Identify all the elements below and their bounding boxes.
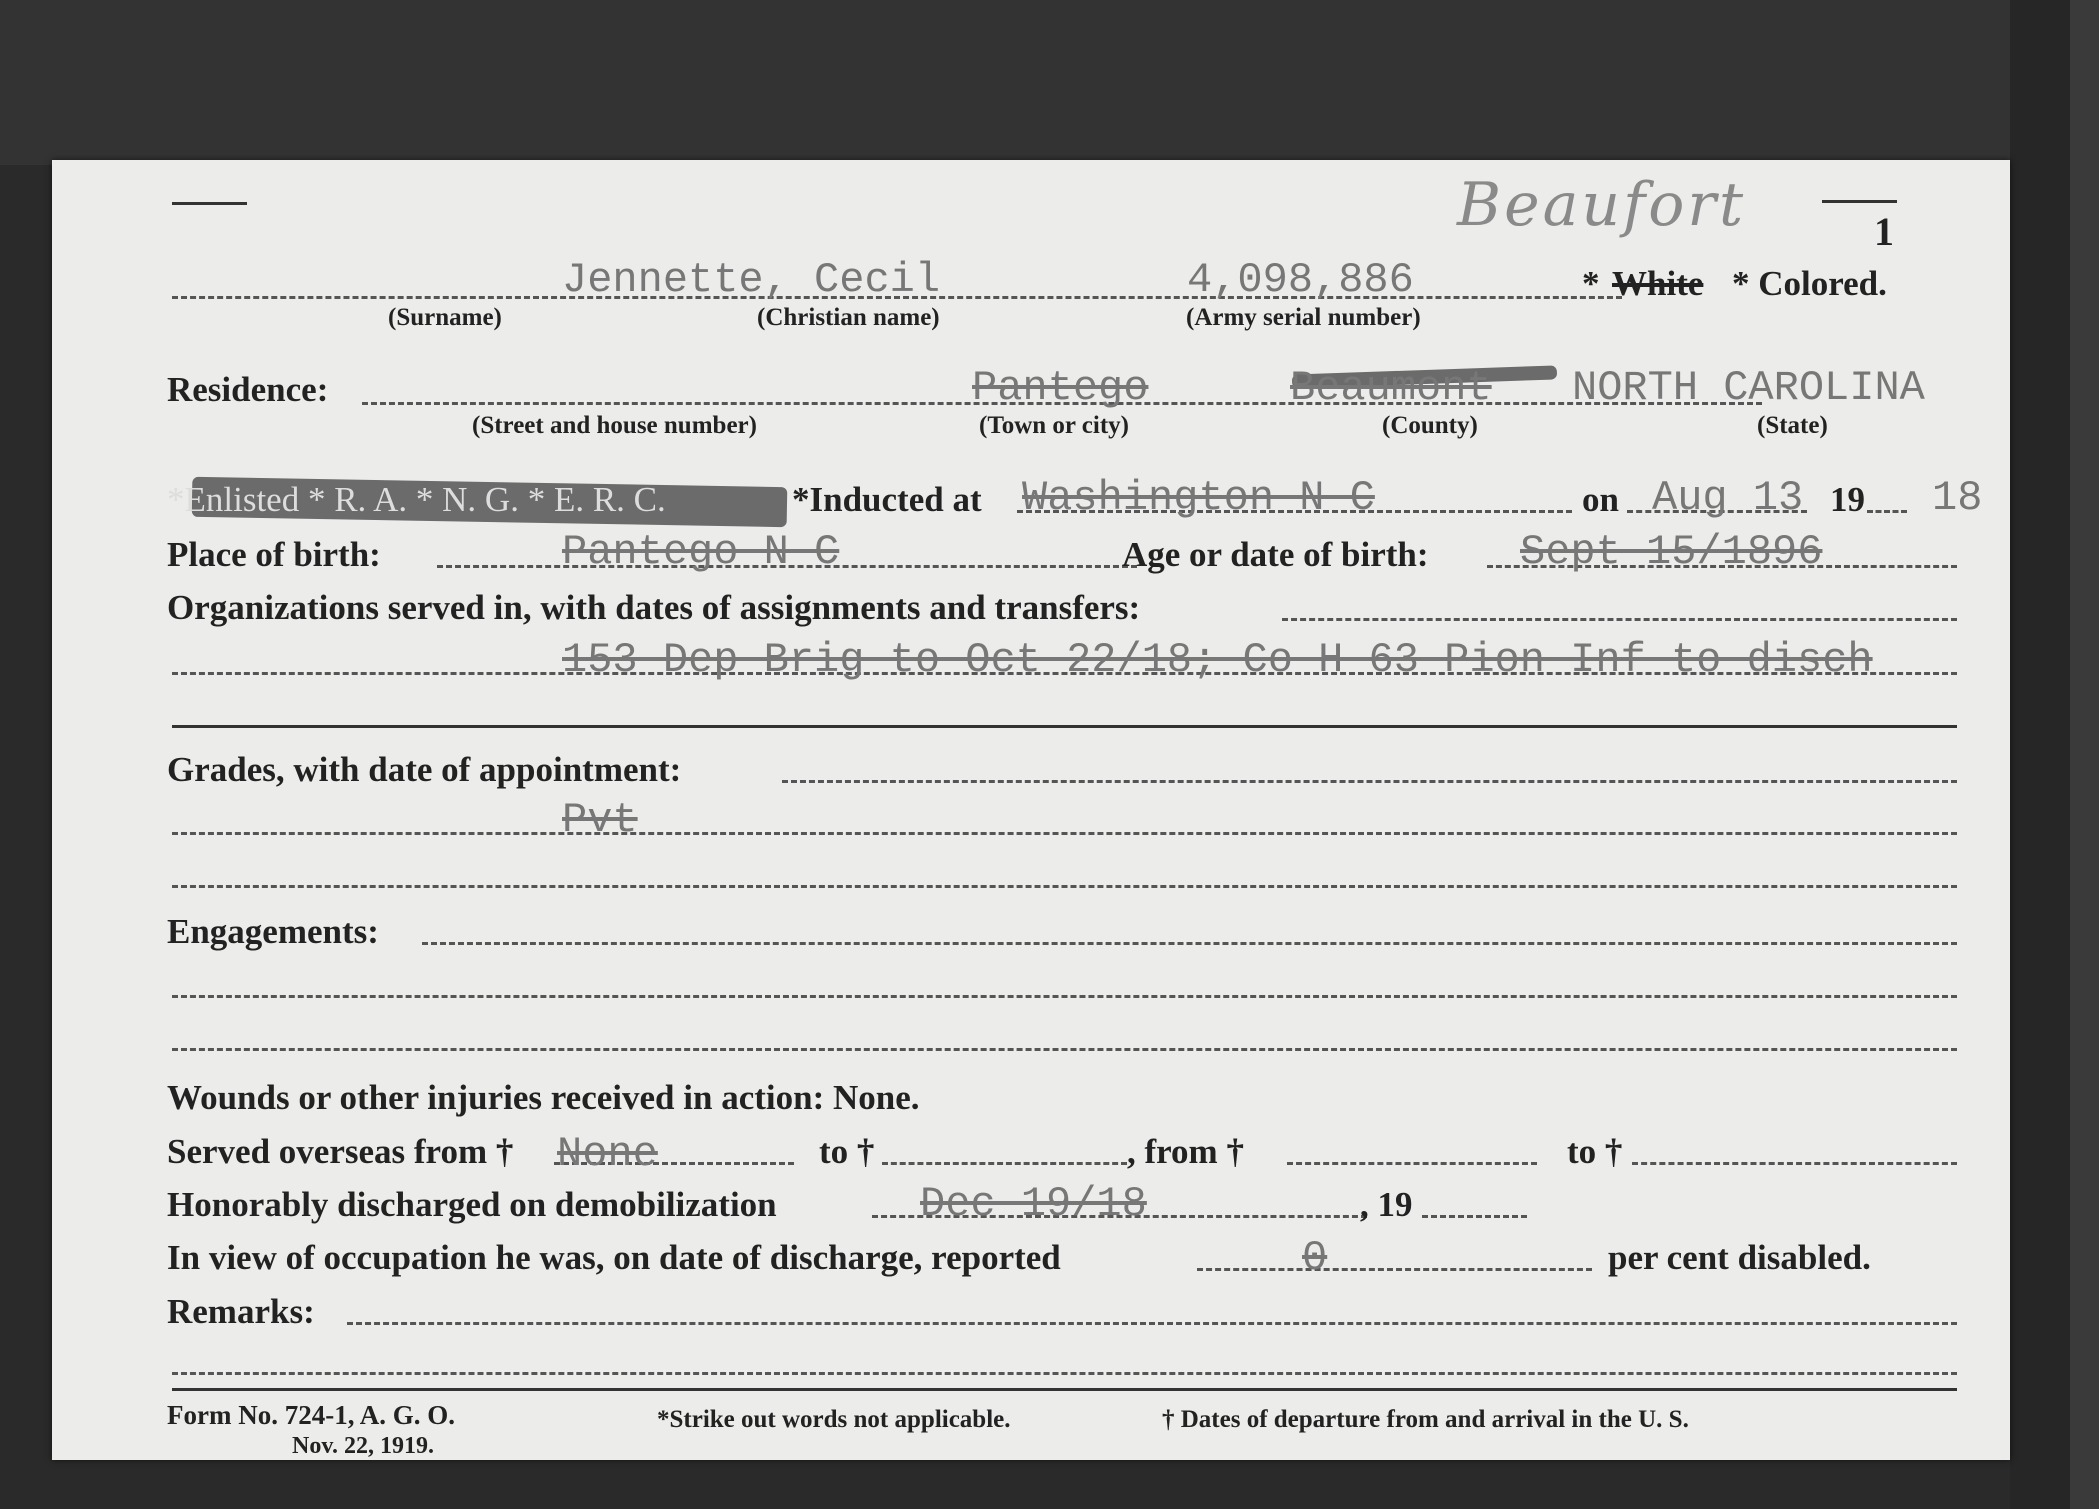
- engagements-line-2: [172, 995, 1957, 998]
- overseas-label: Served overseas from †: [167, 1132, 514, 1171]
- engagements-label: Engagements:: [167, 912, 379, 951]
- caption-serial: (Army serial number): [1186, 304, 1421, 331]
- nineteen-label: 19: [1830, 480, 1865, 519]
- scan-background-top: [0, 0, 2099, 165]
- overseas-from-label-2: , from †: [1127, 1132, 1244, 1171]
- name-value: Jennette, Cecil: [562, 256, 941, 304]
- state-value: NORTH CAROLINA: [1572, 364, 1925, 412]
- town-value: Pantego: [972, 364, 1149, 412]
- organizations-value: 153 Dep Brig to Oct 22/18; Co H 63 Pion Inf to disch: [562, 636, 1873, 684]
- corner-mark-left: [172, 202, 247, 205]
- overseas-to-line: [882, 1162, 1127, 1165]
- discharge-year-line: [1422, 1215, 1527, 1218]
- scan-background-edge: [2070, 0, 2099, 1509]
- caption-christian-name: (Christian name): [757, 304, 940, 331]
- engagements-line-1: [422, 942, 1957, 945]
- grades-line-1: [782, 780, 1957, 783]
- caption-surname: (Surname): [388, 304, 502, 331]
- place-of-birth-label: Place of birth:: [167, 535, 381, 574]
- overseas-to-label: to †: [819, 1132, 875, 1171]
- inducted-year-value: 18: [1932, 474, 1983, 522]
- overseas-from-line-2: [1287, 1162, 1537, 1165]
- discharge-date-value: Dec 19/18: [920, 1180, 1147, 1228]
- enlisted-options: *Enlisted * R. A. * N. G. * E. R. C.: [167, 480, 666, 519]
- strike-note: *Strike out words not applicable.: [657, 1406, 1011, 1433]
- grade-value: Pvt: [562, 796, 638, 844]
- age-label: Age or date of birth:: [1122, 535, 1429, 574]
- on-label: on: [1582, 480, 1619, 519]
- remarks-label: Remarks:: [167, 1292, 315, 1331]
- organizations-line-3: [172, 725, 1957, 728]
- race-white: White: [1612, 264, 1704, 303]
- inducted-year-line: [1867, 510, 1907, 513]
- form-number: Form No. 724-1, A. G. O.: [167, 1400, 455, 1430]
- county-value: Beaumont: [1290, 364, 1492, 412]
- enlisted-options-text: Enlisted * R. A. * N. G. * E. R. C.: [184, 480, 666, 519]
- caption-county: (County): [1382, 412, 1478, 439]
- place-of-birth-value: Pantego N C: [562, 528, 840, 576]
- birth-date-value: Sept 15/1896: [1520, 528, 1823, 576]
- race-colored-label: Colored.: [1758, 264, 1887, 303]
- card-number: 1: [1874, 209, 1894, 254]
- disabled-percent-value: 0: [1302, 1234, 1328, 1282]
- inducted-place-value: Washington N C: [1022, 474, 1375, 522]
- disabled-percent-line: [1197, 1268, 1592, 1271]
- race-asterisk-white: *: [1582, 264, 1600, 303]
- race-colored: * Colored.: [1732, 264, 1887, 303]
- organizations-line-1: [1282, 618, 1957, 621]
- footer-rule: [172, 1388, 1957, 1391]
- dagger-note: † Dates of departure from and arrival in the U. S.: [1162, 1406, 1689, 1433]
- grades-label: Grades, with date of appointment:: [167, 750, 682, 789]
- inducted-at-label: *Inducted at: [792, 480, 982, 519]
- serial-value: 4,098,886: [1187, 256, 1414, 304]
- caption-state: (State): [1757, 412, 1828, 439]
- caption-street: (Street and house number): [472, 412, 757, 439]
- grades-line-2: [172, 832, 1957, 835]
- caption-town: (Town or city): [979, 412, 1129, 439]
- organizations-label: Organizations served in, with dates of assignments and transfers:: [167, 588, 1141, 627]
- inducted-date-value: Aug 13: [1652, 474, 1804, 522]
- engagements-line-3: [172, 1048, 1957, 1051]
- disabled-label: per cent disabled.: [1608, 1238, 1871, 1277]
- wounds-label: Wounds or other injuries received in action: None.: [167, 1078, 920, 1117]
- discharge-year-label: , 19: [1360, 1185, 1413, 1224]
- residence-label: Residence:: [167, 370, 329, 409]
- remarks-line-2: [172, 1372, 1957, 1375]
- corner-mark-right: [1822, 200, 1897, 203]
- remarks-line-1: [347, 1322, 1957, 1325]
- discharged-label: Honorably discharged on demobilization: [167, 1185, 777, 1224]
- grades-line-3: [172, 885, 1957, 888]
- form-date: Nov. 22, 1919.: [292, 1433, 435, 1459]
- overseas-to-line-2: [1632, 1162, 1957, 1165]
- service-record-card: [52, 160, 2010, 1460]
- handwritten-county-note: Beaufort: [1457, 170, 1747, 240]
- overseas-to-label-2: to †: [1567, 1132, 1623, 1171]
- occupation-label: In view of occupation he was, on date of discharge, reported: [167, 1238, 1061, 1277]
- overseas-from-value: None: [557, 1130, 658, 1178]
